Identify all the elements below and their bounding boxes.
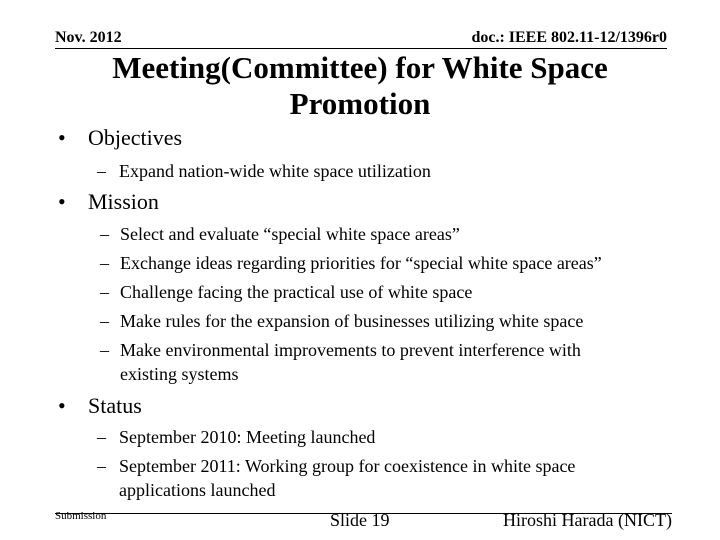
mission-item-text: Make environmental improvements to prevent interference with existing systems [120, 340, 581, 384]
bullet-icon: • [58, 189, 66, 214]
mission-item [100, 338, 640, 386]
bullet-icon: • [58, 125, 66, 150]
mission-item-text: Make rules for the expansion of businesses utilizing white space [120, 311, 584, 331]
mission-item [100, 251, 680, 275]
dash-icon: – [97, 427, 106, 447]
mission-item [100, 309, 680, 333]
objectives-label: Objectives [88, 125, 183, 150]
mission-item-text: Challenge facing the practical use of white space [120, 282, 473, 302]
status-item-text: September 2010: Meeting launched [119, 427, 376, 447]
status-label: Status [88, 393, 142, 418]
footer-author: Hiroshi Harada (NICT) [503, 510, 672, 530]
status-item [97, 454, 657, 502]
header-date: Nov. 2012 [55, 29, 122, 46]
objectives-item-text: Expand nation-wide white space utilization [119, 161, 431, 181]
dash-icon: – [100, 311, 109, 331]
mission-item-text: Select and evaluate “special white space areas” [120, 224, 460, 244]
dash-icon: – [97, 456, 106, 476]
status-item-text: September 2011: Working group for coexistence in white space applications launched [119, 456, 576, 500]
header-doc-id: doc.: IEEE 802.11-12/1396r0 [471, 29, 667, 46]
footer-slide-number: Slide 19 [330, 510, 390, 530]
mission-heading [58, 190, 159, 214]
status-heading [58, 394, 142, 418]
dash-icon: – [100, 253, 109, 273]
objectives-heading [58, 126, 182, 150]
mission-item-text: Exchange ideas regarding priorities for “special white space areas” [120, 253, 602, 273]
slide-title: Meeting(Committee) for White Space Promotion [112, 50, 608, 121]
status-item [97, 425, 677, 449]
footer-submission: Submission [55, 510, 107, 522]
mission-label: Mission [88, 189, 159, 214]
bullet-icon: • [58, 393, 66, 418]
dash-icon: – [100, 224, 109, 244]
dash-icon: – [100, 282, 109, 302]
dash-icon: – [100, 340, 109, 360]
objectives-item [97, 159, 677, 183]
dash-icon: – [97, 161, 106, 181]
mission-item [100, 222, 680, 246]
mission-item [100, 280, 680, 304]
